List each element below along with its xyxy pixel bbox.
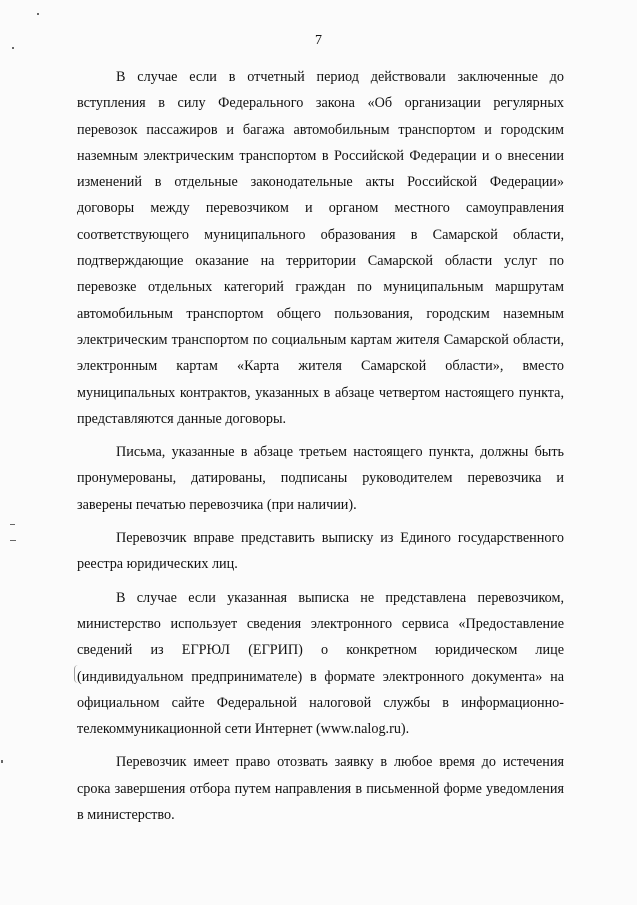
document-body [77,64,564,828]
paragraph: В случае если указанная выписка не представлена перевозчиком, министерство использует сведения электронного сервиса «Предоставление сведений из ЕГРЮЛ (ЕГРИП) о конкретном юридическом лице (индивидуальном предпринимателе) в формате электронного документа» на официальном сайте Федеральной налоговой службы в информационно-телекоммуникационной сети Интернет (www.nalog.ru). [77,589,564,738]
scan-mark [10,540,16,541]
paragraph: Перевозчик вправе представить выписку из Единого государственного реестра юридических лиц. [77,530,564,573]
paragraph: В случае если в отчетный период действовали заключенные до вступления в силу Федерального закона «Об организации регулярных перевозок пассажиров и багажа автомобильным транспортом и городским наземным электрическим транспортом в Российской Федерации и о внесении изменений в отдельные законодательные акты Российской Федерации» договоры между перевозчиком и органом местного самоуправления соответствующего муниципального образования в Самарской области, подтверждающие оказание на территории Самарской области услуг по перевозке отдельных категорий граждан по муниципальным маршрутам автомобильным транспортом общего пользования, городским наземным электрическим транспортом по социальным картам жителя Самарской области, электронным картам «Карта жителя Самарской области», вместо муниципальных контрактов, указанных в абзаце четвертом настоящего пункта, представляются данные договоры. [77,69,564,427]
paragraph: Письма, указанные в абзаце третьем настоящего пункта, должны быть пронумерованы, датированы, подписаны руководителем перевозчика и заверены печатью перевозчика (при наличии). [77,444,564,513]
scan-mark [1,760,3,763]
page-number: 7 [315,33,322,48]
scan-mark [10,524,15,525]
scan-mark [37,13,39,15]
paragraph: Перевозчик имеет право отозвать заявку в любое время до истечения срока завершения отбора путем направления в письменной форме уведомления в министерство. [77,754,564,824]
